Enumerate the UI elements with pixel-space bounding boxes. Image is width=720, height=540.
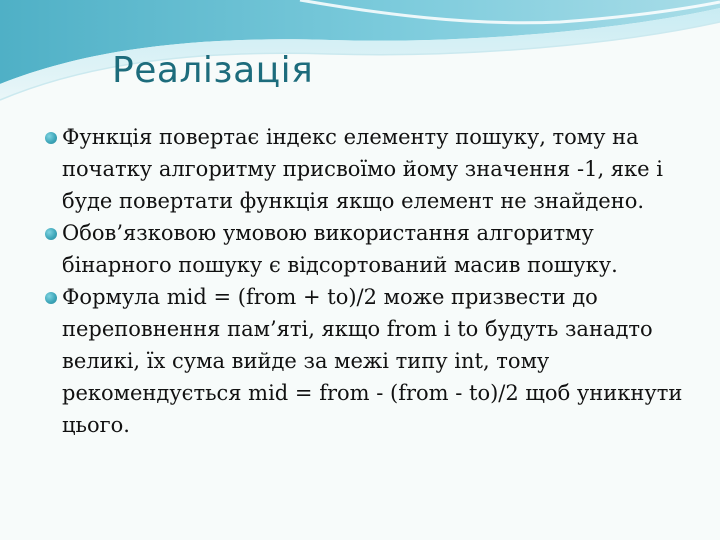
bullet-text: Формула mid = (from + to)/2 може призвести до переповнення пам’яті, якщо from і to будуть занадто великі, їх сума вийде за межі типу int, тому рекомендується mid = from - (from - to)/2 щоб уникнути цього.: [62, 285, 683, 437]
bullet-item: [62, 121, 702, 217]
bullet-point-icon: [45, 132, 57, 144]
bullet-item: [62, 281, 702, 441]
slide-title: Реалізація: [112, 50, 314, 91]
bullet-text: Обов’язковою умовою використання алгоритму бінарного пошуку є відсортований масив пошуку.: [62, 221, 618, 277]
bullet-point-icon: [45, 228, 57, 240]
bullet-list: [62, 121, 702, 441]
bullet-point-icon: [45, 292, 57, 304]
bullet-text: Функція повертає індекс елементу пошуку, тому на початку алгоритму присвоїмо йому значення -1, яке і буде повертати функція якщо елемент не знайдено.: [62, 125, 663, 213]
header-wave-decoration: [0, 0, 720, 120]
bullet-item: [62, 217, 702, 281]
